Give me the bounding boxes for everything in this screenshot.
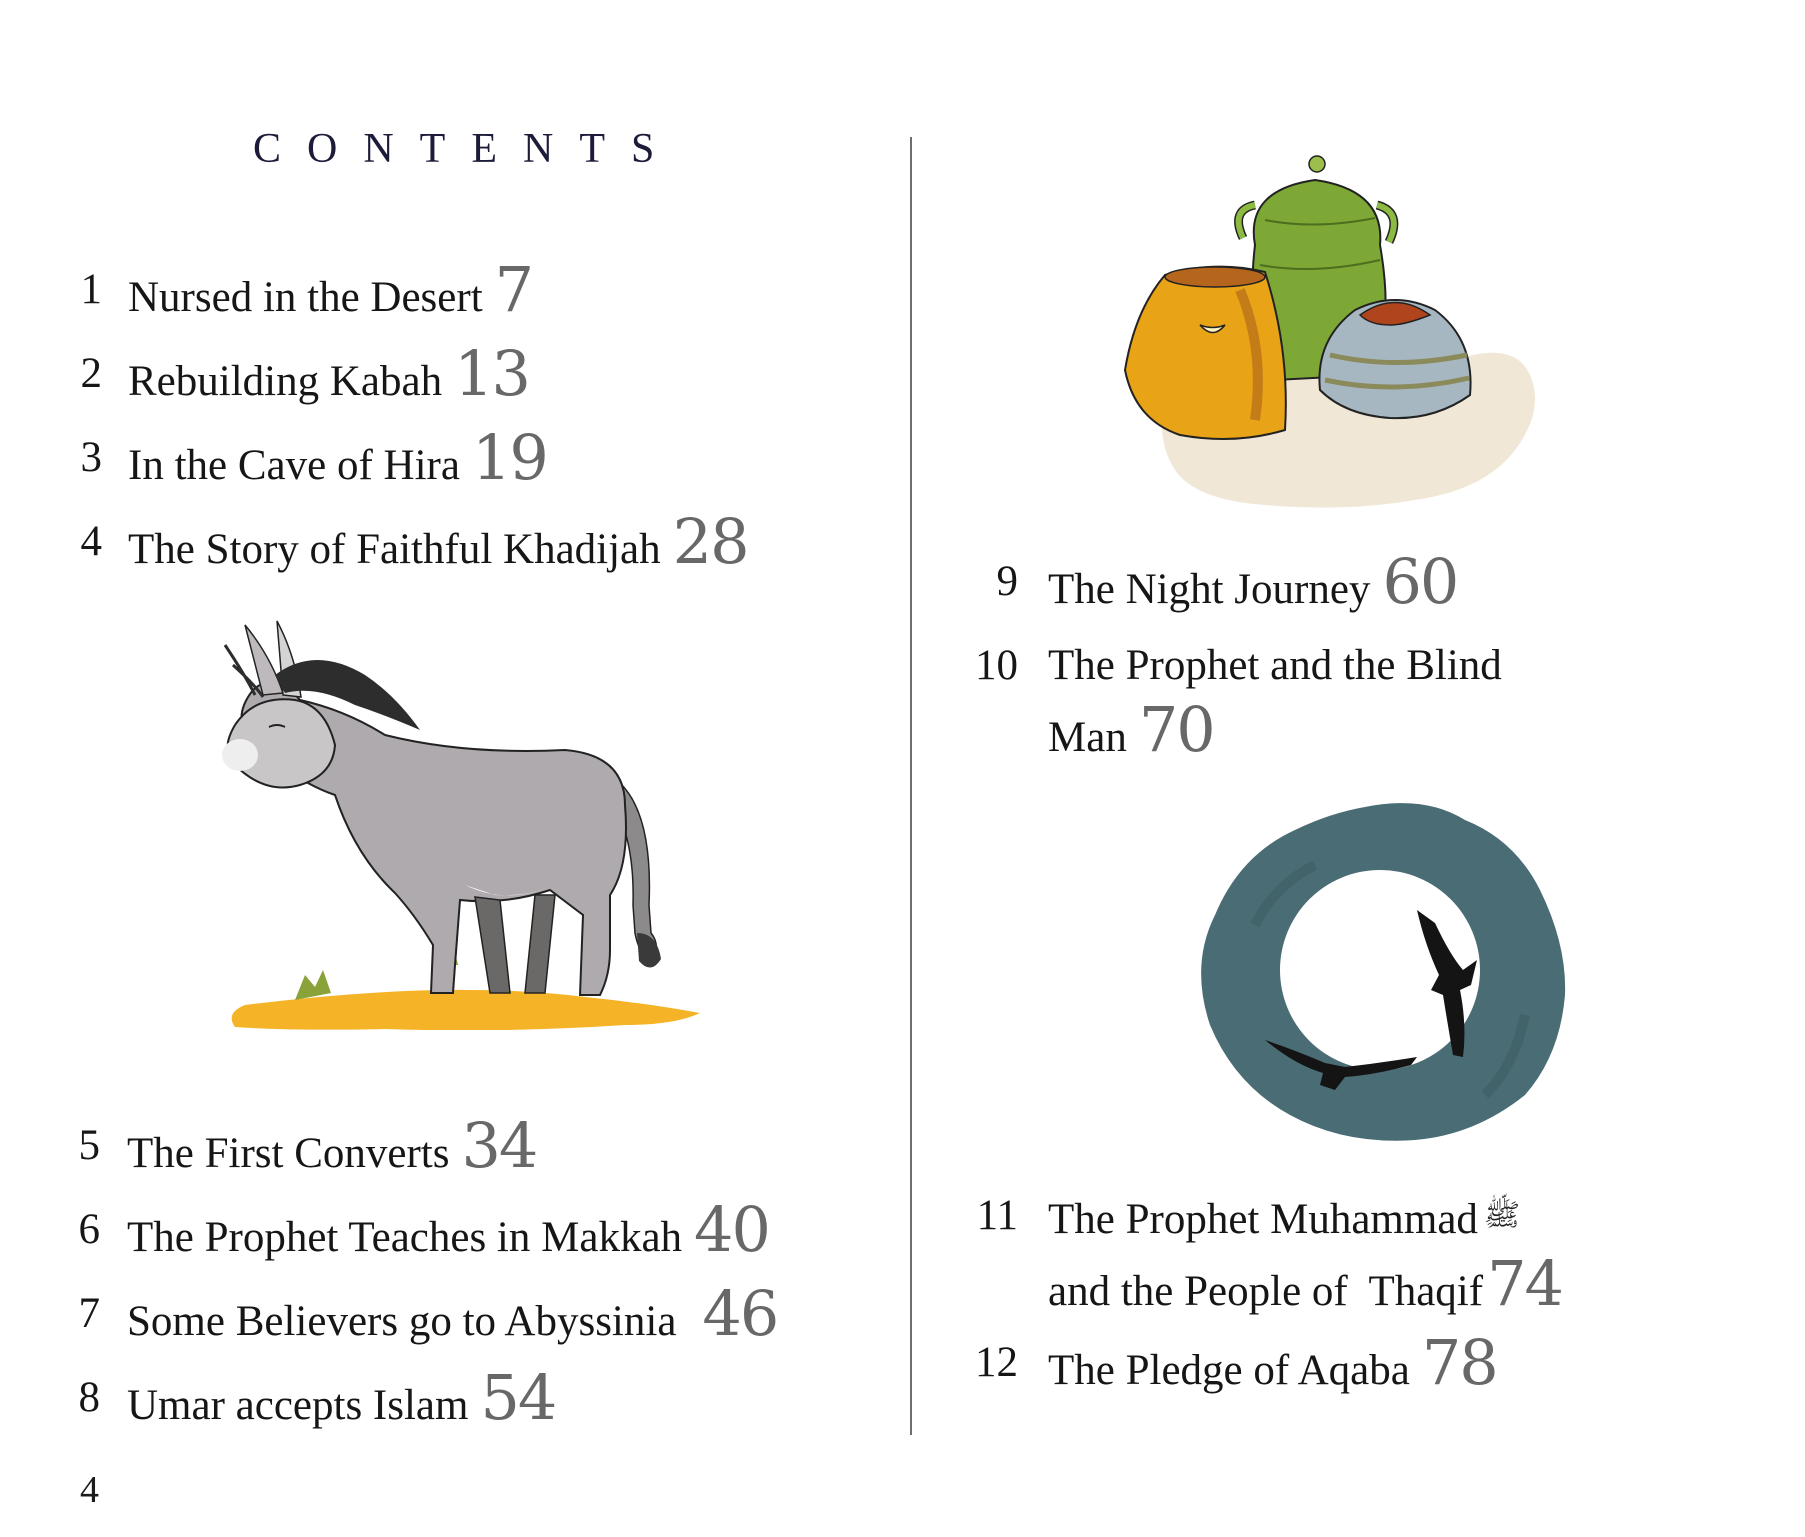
chapter-title: The Prophet Teaches in Makkah bbox=[127, 1214, 683, 1261]
chapter-title-line2: and the People of Thaqif bbox=[1048, 1268, 1484, 1315]
chapter-title-wrap bbox=[1048, 634, 1502, 770]
chapter-title: The Night Journey bbox=[1048, 566, 1371, 613]
chapter-title-wrap bbox=[1048, 1326, 1497, 1403]
page-number[interactable]: 40 bbox=[694, 1193, 769, 1266]
chapter-title: Rebuilding Kabah bbox=[128, 358, 443, 405]
page-number[interactable]: 46 bbox=[702, 1277, 778, 1350]
moon-birds-illustration bbox=[1195, 795, 1575, 1145]
chapter-number: 9 bbox=[996, 558, 1018, 605]
chapter-title-wrap bbox=[128, 337, 529, 414]
chapter-title: The First Converts bbox=[127, 1130, 450, 1177]
chapter-number: 10 bbox=[975, 642, 1018, 689]
chapter-number: 8 bbox=[78, 1374, 100, 1421]
pots-illustration bbox=[1105, 150, 1545, 515]
chapter-title: Nursed in the Desert bbox=[128, 274, 483, 321]
page-folio: 4 bbox=[80, 1469, 99, 1511]
chapter-title-wrap bbox=[128, 421, 547, 498]
chapter-number: 1 bbox=[80, 266, 102, 313]
chapter-title-wrap bbox=[1048, 545, 1458, 622]
page-number[interactable]: 78 bbox=[1421, 1326, 1497, 1399]
chapter-title-wrap bbox=[128, 505, 748, 582]
page-number[interactable]: 60 bbox=[1382, 545, 1458, 618]
chapter-title-wrap bbox=[127, 1361, 556, 1438]
chapter-title-wrap bbox=[1048, 1184, 1562, 1324]
page-number[interactable]: 54 bbox=[480, 1361, 556, 1434]
chapter-number: 3 bbox=[80, 434, 102, 481]
chapter-title: Umar accepts Islam bbox=[127, 1382, 469, 1429]
chapter-number: 7 bbox=[78, 1290, 100, 1337]
chapter-number: 12 bbox=[975, 1339, 1018, 1386]
page-number[interactable]: 13 bbox=[454, 337, 529, 410]
chapter-title: In the Cave of Hira bbox=[128, 442, 460, 489]
page-number[interactable]: 28 bbox=[672, 505, 748, 578]
chapter-number: 11 bbox=[976, 1192, 1018, 1239]
chapter-title-line1: The Prophet Muhammad bbox=[1048, 1196, 1478, 1243]
contents-heading: CONTENTS bbox=[253, 126, 681, 172]
page-number[interactable]: 74 bbox=[1487, 1247, 1562, 1320]
chapter-title: The Story of Faithful Khadijah bbox=[128, 526, 661, 573]
chapter-title-wrap bbox=[127, 1193, 769, 1270]
chapter-number: 6 bbox=[78, 1206, 100, 1253]
chapter-title-line2: Man bbox=[1048, 714, 1127, 761]
chapter-title-wrap bbox=[128, 253, 533, 330]
chapter-title-line1: The Prophet and the Blind bbox=[1048, 642, 1502, 689]
chapter-title-wrap bbox=[127, 1109, 537, 1186]
chapter-number: 2 bbox=[80, 350, 102, 397]
chapter-title: Some Believers go to Abyssinia bbox=[127, 1298, 677, 1345]
page-number[interactable]: 7 bbox=[494, 253, 533, 326]
page-number[interactable]: 70 bbox=[1138, 693, 1214, 766]
chapter-number: 5 bbox=[78, 1122, 100, 1169]
chapter-title: The Pledge of Aqaba bbox=[1048, 1347, 1410, 1394]
page-number[interactable]: 34 bbox=[461, 1109, 537, 1182]
honorific-glyph: ﷺ bbox=[1483, 1199, 1521, 1232]
chapter-title-wrap bbox=[127, 1277, 778, 1354]
donkey-illustration bbox=[205, 615, 705, 1030]
column-divider bbox=[910, 137, 912, 1435]
page-number[interactable]: 19 bbox=[471, 421, 547, 494]
chapter-number: 4 bbox=[80, 518, 102, 565]
